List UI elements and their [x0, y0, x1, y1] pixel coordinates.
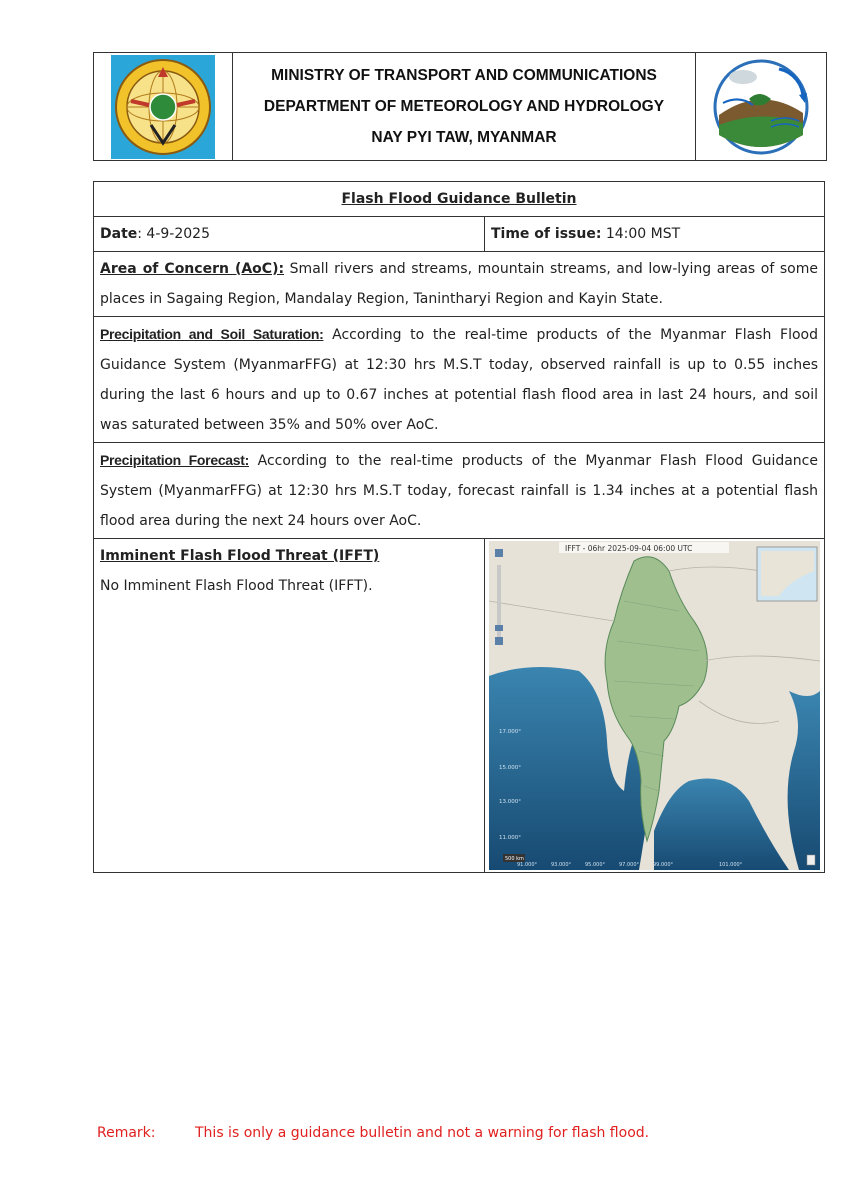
- ministry-logo: [94, 53, 233, 160]
- department-name: DEPARTMENT OF METEOROLOGY AND HYDROLOGY: [263, 98, 665, 115]
- time-label: Time of issue:: [491, 226, 602, 242]
- forecast-label: Precipitation Forecast:: [100, 452, 249, 468]
- ministry-emblem-icon: [111, 55, 215, 159]
- precip-label: Precipitation and Soil Saturation:: [100, 326, 324, 342]
- hydrological-cycle-icon: [709, 55, 813, 159]
- remark: [97, 1125, 649, 1141]
- lon-label: 91.000°: [517, 862, 537, 868]
- ifft-label: Imminent Flash Flood Threat (IFFT): [100, 548, 380, 564]
- scale-label: 500 km: [505, 856, 524, 862]
- ifft-cell: [94, 539, 485, 873]
- zoom-handle[interactable]: [495, 625, 503, 631]
- remark-text: This is only a guidance bulletin and not a warning for flash flood.: [195, 1125, 650, 1141]
- aoc-text: Small rivers and streams, mountain streams, and low-lying areas of some places in Sagaing Region, Mandalay Region, Tanintharyi Region and Kayin State.: [100, 261, 818, 307]
- date-label: Date: [100, 226, 138, 242]
- ifft-map: [489, 541, 820, 870]
- time-cell: [485, 217, 825, 252]
- map-caption: IFFT - 06hr 2025-09-04 06:00 UTC: [565, 544, 693, 553]
- remark-label: Remark:: [97, 1125, 156, 1141]
- department-logo: [695, 53, 826, 160]
- bulletin-table: [93, 181, 825, 873]
- ifft-map-svg: [489, 541, 820, 870]
- lat-label: 17.000°: [499, 729, 521, 735]
- date-value: : 4-9-2025: [137, 226, 210, 242]
- bulletin-title: Flash Flood Guidance Bulletin: [341, 191, 577, 207]
- precip-text: According to the real-time products of the Myanmar Flash Flood Guidance System (MyanmarFFG) at 12:30 hrs M.S.T today, observed rainfall is up to 0.55 inches during the last 6 hours and up to 0.67 inches at potential flash flood area in last 24 hours, and soil was saturated between 35% and 50% over AoC.: [100, 327, 818, 433]
- location-name: NAY PYI TAW, MYANMAR: [371, 129, 557, 146]
- time-value: 14:00 MST: [601, 226, 681, 242]
- forecast-text: According to the real-time products of the Myanmar Flash Flood Guidance System (MyanmarFFG) at 12:30 hrs M.S.T today, forecast rainfall is 1.34 inches at a potential flash flood area during the next 24 hours over AoC.: [100, 453, 818, 529]
- date-cell: [94, 217, 485, 252]
- zoom-slider[interactable]: [497, 565, 501, 645]
- precipitation-soil-cell: [94, 317, 825, 443]
- lon-label: 97.000°: [619, 862, 639, 868]
- lat-label: 15.000°: [499, 765, 521, 771]
- letterhead-titles: [233, 53, 695, 160]
- zoom-out-button[interactable]: [495, 637, 503, 645]
- bulletin-title-cell: [94, 182, 825, 217]
- layer-toggle-button[interactable]: [807, 855, 815, 865]
- lat-label: 13.000°: [499, 799, 521, 805]
- ministry-name: MINISTRY OF TRANSPORT AND COMMUNICATIONS: [271, 67, 657, 84]
- lon-label: 93.000°: [551, 862, 571, 868]
- area-of-concern-cell: [94, 252, 825, 317]
- lon-label: 99.000°: [653, 862, 673, 868]
- lon-label: 95.000°: [585, 862, 605, 868]
- lon-label: 101.000°: [719, 862, 743, 868]
- lat-label: 11.000°: [499, 835, 521, 841]
- precipitation-forecast-cell: [94, 443, 825, 539]
- map-cell: [485, 539, 825, 873]
- zoom-in-button[interactable]: [495, 549, 503, 557]
- letterhead: [93, 52, 827, 161]
- ifft-text: No Imminent Flash Flood Threat (IFFT).: [100, 578, 373, 594]
- aoc-label: Area of Concern (AoC):: [100, 261, 285, 277]
